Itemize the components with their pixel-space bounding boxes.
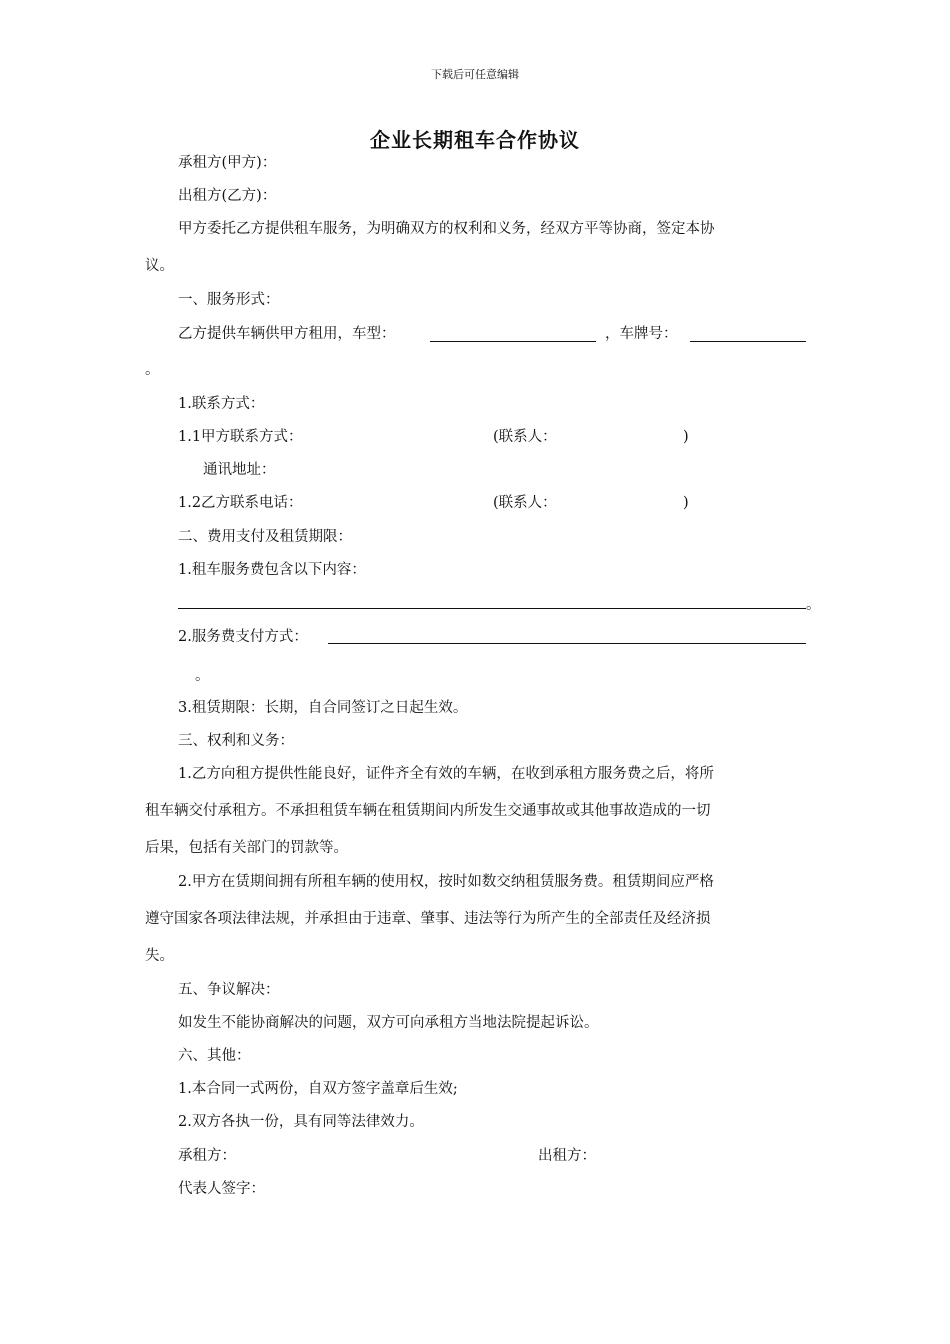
plate-number-blank: [690, 341, 806, 342]
section-1-heading: 一、服务形式：: [178, 292, 280, 308]
clause-2-line-2: 遵守国家各项法律法规，并承担由于违章、肇事、违法等行为所产生的全部责任及经济损: [145, 911, 711, 927]
mailing-address-label: 通讯地址：: [203, 462, 276, 478]
party-a-contact-person: (联系人：: [493, 429, 557, 445]
vehicle-model-label: 乙方提供车辆供甲方租用，车型：: [178, 326, 396, 342]
section-1-end-mark: 。: [145, 362, 160, 378]
payment-method-blank: [328, 643, 806, 644]
lessor-party-label: 出租方(乙方)：: [178, 188, 277, 204]
representative-signature-label: 代表人签字：: [178, 1181, 265, 1197]
other-item-1: 1.本合同一式两份，自双方签字盖章后生效;: [178, 1081, 458, 1097]
party-b-phone-label: 1.2乙方联系电话：: [178, 495, 303, 511]
document-title: 企业长期租车合作协议: [370, 128, 580, 152]
clause-1-line-2: 租车辆交付承租方。不承担租赁车辆在租赁期间内所发生交通事故或其他事故造成的一切: [145, 803, 711, 819]
payment-method-end: 。: [195, 668, 210, 684]
clause-2-line-3: 失。: [145, 948, 174, 964]
lessee-signature-label: 承租方：: [178, 1148, 236, 1164]
section-2-heading: 二、费用支付及租赁期限：: [178, 529, 352, 545]
party-a-contact-label: 1.1甲方联系方式：: [178, 429, 303, 445]
lease-term-text: 3.租赁期限：长期，自合同签订之日起生效。: [178, 700, 468, 716]
vehicle-model-blank: [430, 341, 596, 342]
intro-line-1: 甲方委托乙方提供租车服务，为明确双方的权利和义务，经双方平等协商，签定本协: [178, 221, 715, 237]
party-a-contact-close: ): [683, 429, 689, 445]
plate-number-label: ，车牌号：: [605, 326, 678, 342]
section-6-heading: 六、其他：: [178, 1048, 251, 1064]
lessor-signature-label: 出租方：: [538, 1148, 596, 1164]
section-3-heading: 三、权利和义务：: [178, 733, 294, 749]
dispute-resolution-text: 如发生不能协商解决的问题，双方可向承租方当地法院提起诉讼。: [178, 1015, 599, 1031]
party-b-contact-close: ): [683, 495, 689, 511]
service-fee-content-end: 。: [806, 597, 821, 613]
payment-method-label: 2.服务费支付方式：: [178, 629, 308, 645]
clause-1-line-3: 后果，包括有关部门的罚款等。: [145, 840, 348, 856]
party-b-contact-person: (联系人：: [493, 495, 557, 511]
service-fee-content-label: 1.租车服务费包含以下内容：: [178, 562, 366, 578]
section-5-heading: 五、争议解决：: [178, 982, 280, 998]
clause-2-line-1: 2.甲方在赁期间拥有所租车辆的使用权，按时如数交纳租赁服务费。租赁期间应严格: [178, 874, 714, 890]
lessee-party-label: 承租方(甲方)：: [178, 155, 277, 171]
header-note: 下载后可任意编辑: [431, 68, 519, 81]
intro-line-2: 议。: [145, 258, 174, 274]
service-fee-content-blank: [178, 608, 806, 609]
other-item-2: 2.双方各执一份，具有同等法律效力。: [178, 1114, 424, 1130]
clause-1-line-1: 1.乙方向租方提供性能良好，证件齐全有效的车辆，在收到承租方服务费之后，将所: [178, 766, 714, 782]
contact-heading: 1.联系方式：: [178, 396, 265, 412]
